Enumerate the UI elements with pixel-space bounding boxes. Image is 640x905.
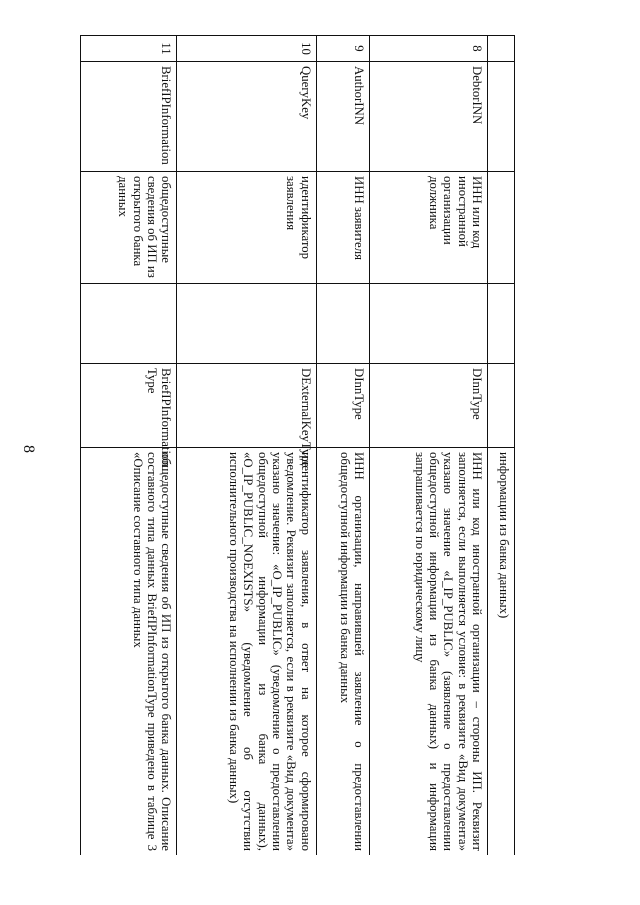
field-code: DebtorINN (370, 62, 488, 172)
field-description: ИНН или код иностранной организации – стороны ИП. Реквизит заполняется, если выполняется условие: в реквизите «Вид документа» указано значение «I_IP_PUBLIC» (заявление о предоставлении общедоступной информации из банка данных) и информация запрашивается по юридическому лицу (370, 448, 488, 856)
row-number: 8 (370, 36, 488, 62)
row-number: 11 (81, 36, 177, 62)
field-name: идентификатор заявления (177, 172, 316, 284)
table-row (81, 36, 177, 856)
header-continuation: информации из банка данных) (488, 448, 515, 856)
field-type: BriefIPInformation Type (81, 364, 177, 448)
blank-cell (81, 284, 177, 364)
blank-cell (316, 284, 369, 364)
field-description: общедоступные сведения об ИП из открытого банка данных. Описание составного типа данных BriefIPInformationType приведено в таблице 3 «Описание составного типа данных (81, 448, 177, 856)
blank-cell (177, 284, 316, 364)
blank-cell (370, 284, 488, 364)
continuation-row (488, 36, 515, 856)
field-name: ИНН заявителя (316, 172, 369, 284)
fields-table (80, 35, 515, 855)
field-name: ИНН или код иностранной организации должника (370, 172, 488, 284)
field-type: DInnType (316, 364, 369, 448)
field-type: DExternalKeyType (177, 364, 316, 448)
table-row (177, 36, 316, 856)
table-row (316, 36, 369, 856)
row-number: 9 (316, 36, 369, 62)
row-number: 10 (177, 36, 316, 62)
field-name: общедоступные сведения об ИП из открытого банка данных (81, 172, 177, 284)
field-code: QueryKey (177, 62, 316, 172)
rotated-table-frame (80, 35, 515, 855)
field-description: ИНН организации, направившей заявление о предоставлении общедоступной информации из банка данных (316, 448, 369, 856)
rotated-table-viewport (80, 35, 515, 855)
table-row (370, 36, 488, 856)
field-code: AuthorINN (316, 62, 369, 172)
field-code: BriefIPInformation (81, 62, 177, 172)
page-number: 8 (20, 445, 37, 453)
field-description: идентификатор заявления, в ответ на которое сформировано уведомление. Реквизит заполняется, если в реквизите «Вид документа» указано значение: «O_IP_PUBLIC» (уведомление о предоставлении общедоступной информации из банка данных), «O_IP_PUBLIC_NOEXISTS» (уведомление об отсутствии исполнительного производства на исполнении из банка данных) (177, 448, 316, 856)
field-type: DInnType (370, 364, 488, 448)
